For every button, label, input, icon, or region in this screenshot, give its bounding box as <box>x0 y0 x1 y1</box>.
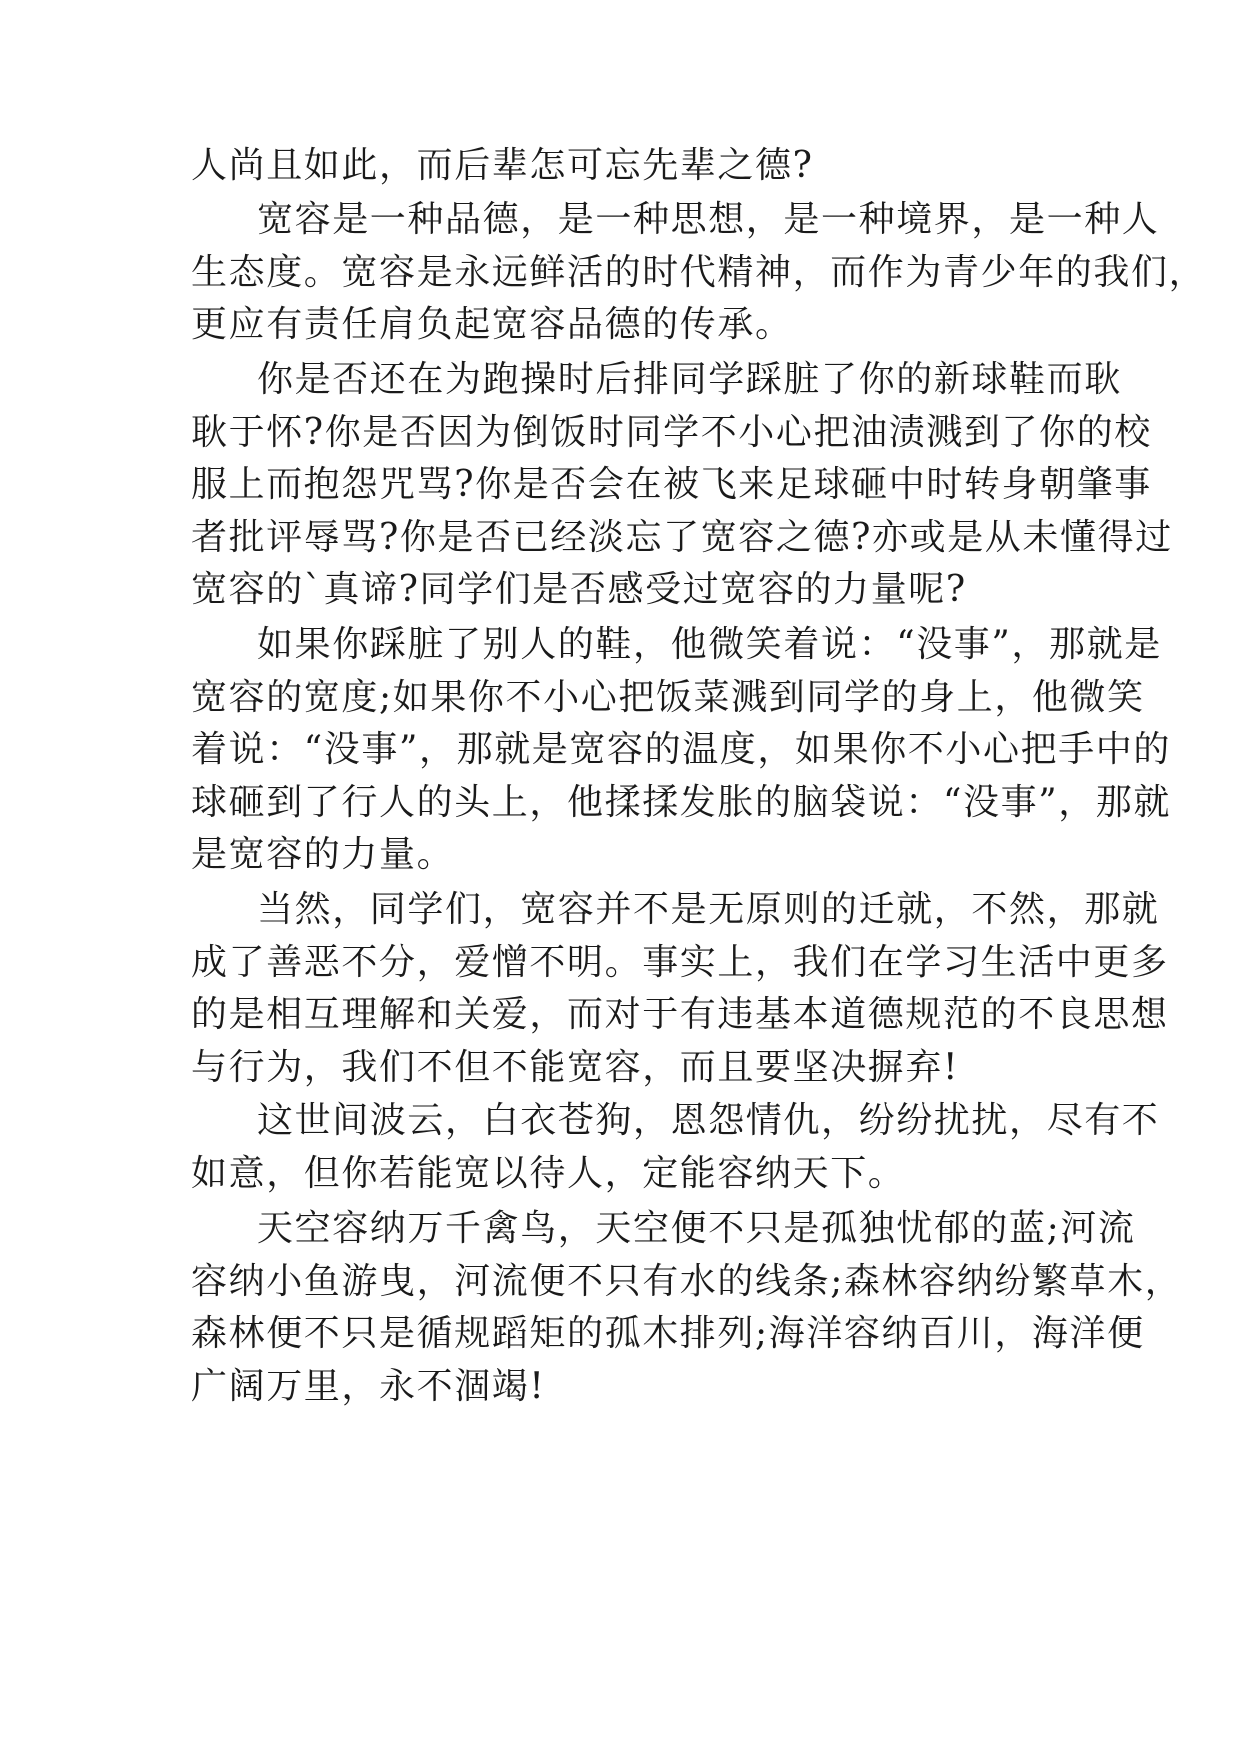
text-line: 宽容的`真谛?同学们是否感受过宽容的力量呢? <box>191 569 967 610</box>
text-line: 更应有责任肩负起宽容品德的传承。 <box>191 304 793 345</box>
text-line: 森林便不只是循规蹈矩的孤木排列;海洋容纳百川，海洋便 <box>191 1313 1145 1354</box>
text-line: 的是相互理解和关爱，而对于有违基本道德规范的不良思想 <box>191 994 1169 1035</box>
text-line: 宽容的宽度;如果你不小心把饭菜溅到同学的身上，他微笑 <box>191 677 1145 718</box>
paragraph-first-line: 这世间波云，白衣苍狗，恩怨情仇，纷纷扰扰，尽有不 <box>257 1100 1160 1141</box>
paragraph-first-line: 宽容是一种品德，是一种思想，是一种境界，是一种人 <box>257 199 1160 240</box>
text-line: 耿于怀?你是否因为倒饭时同学不小心把油渍溅到了你的校 <box>191 412 1152 453</box>
text-line: 如意，但你若能宽以待人，定能容纳天下。 <box>191 1153 906 1194</box>
text-line: 着说：“没事”，那就是宽容的温度，如果你不小心把手中的 <box>191 729 1172 770</box>
paragraph-first-line: 当然，同学们，宽容并不是无原则的迁就，不然，那就 <box>257 889 1160 930</box>
text-line: 成了善恶不分，爱憎不明。事实上，我们在学习生活中更多 <box>191 942 1169 983</box>
text-line: 广阔万里，永不涸竭! <box>191 1366 546 1407</box>
text-line: 生态度。宽容是永远鲜活的时代精神，而作为青少年的我们， <box>191 252 1207 293</box>
text-line: 人尚且如此，而后辈怎可忘先辈之德? <box>191 145 814 186</box>
text-line: 者批评辱骂?你是否已经淡忘了宽容之德?亦或是从未懂得过 <box>191 517 1173 558</box>
text-line: 与行为，我们不但不能宽容，而且要坚决摒弃! <box>191 1047 960 1088</box>
text-line: 球砸到了行人的头上，他揉揉发胀的脑袋说：“没事”，那就 <box>191 782 1172 823</box>
text-line: 容纳小鱼游曳，河流便不只有水的线条;森林容纳纷繁草木， <box>191 1261 1183 1302</box>
text-line: 是宽容的力量。 <box>191 834 455 875</box>
paragraph-first-line: 你是否还在为跑操时后排同学踩脏了你的新球鞋而耿 <box>257 359 1122 400</box>
paragraph-first-line: 如果你踩脏了别人的鞋，他微笑着说：“没事”，那就是 <box>257 624 1162 665</box>
text-line: 服上而抱怨咒骂?你是否会在被飞来足球砸中时转身朝肇事 <box>191 464 1152 505</box>
paragraph-first-line: 天空容纳万千禽鸟，天空便不只是孤独忧郁的蓝;河流 <box>257 1208 1136 1249</box>
